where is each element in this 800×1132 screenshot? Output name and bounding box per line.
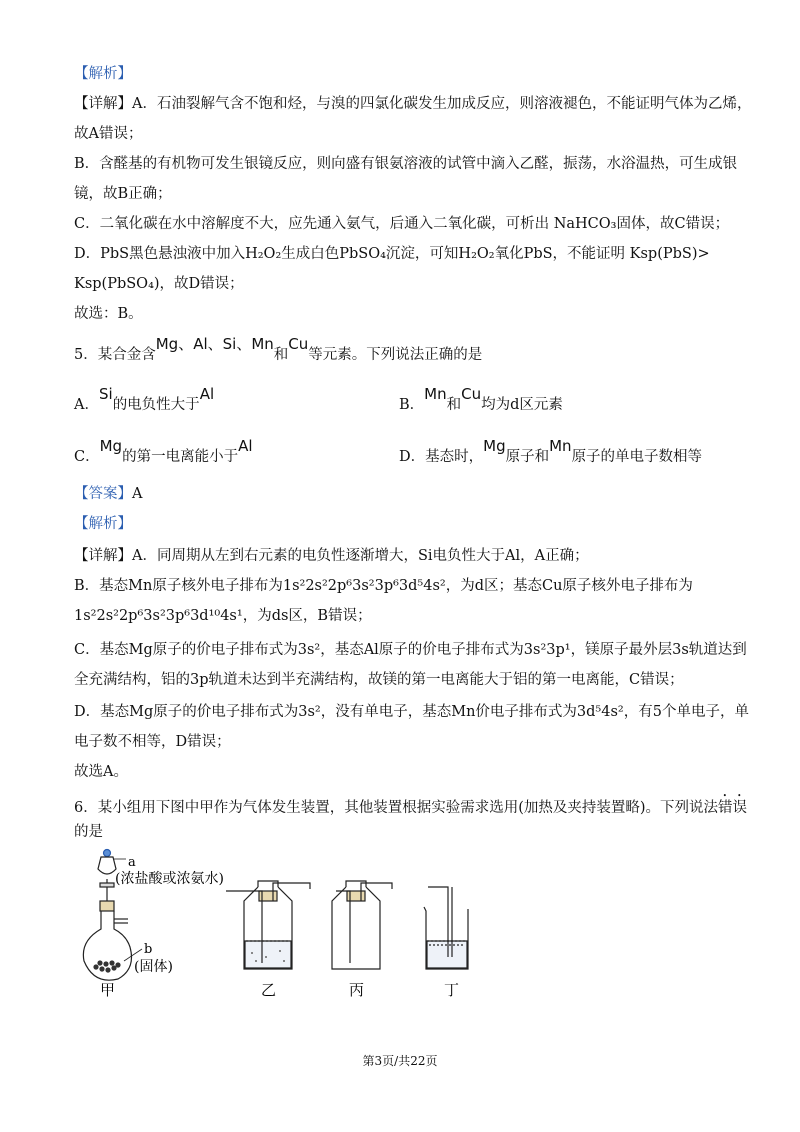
label-a-desc: (浓盐酸或浓氨水) [115,871,224,887]
answer-tag: 【答案】 [74,486,132,502]
option-text: 原子和 [505,449,550,465]
label-b: b [144,942,153,957]
q6-stem-emphasis: 错误 [718,800,748,816]
analysis-tag: 【解析】 [74,66,132,82]
option-element: Si [98,385,113,403]
q4-detail-line1 [74,94,751,114]
q5-detail-line7: 电子数不相等，D错误； [74,734,231,750]
option-label: D．基态时， [399,449,484,465]
q5-detail-line6: D．基态Mg原子的价电子排布式为3s²，没有单电子，基态Mn价电子排布式为3d⁵4s²，有5个单电子，单 [74,704,749,720]
option-label: A． [74,397,99,413]
option-element: Al [238,437,253,455]
q5-option-a [74,385,215,415]
q5-stem-prefix: 5．某合金含 [74,347,156,363]
caption-yi: 乙 [261,981,277,999]
option-element: Cu [461,385,482,403]
q4-detail-line3: B．含醛基的有机物可发生银镜反应，则向盛有银氨溶液的试管中滴入乙醛，振荡，水浴温热，可生成银 [74,156,738,172]
option-element: Mg [99,437,123,455]
q5-detail-line4: C．基态Mg原子的价电子排布式为3s²，基态Al原子的价电子排布式为3s²3p¹，镁原子最外层3s轨道达到 [74,642,747,658]
label-a: a [128,855,136,870]
q5-option-b [399,385,563,415]
q4-detail-line7: Ksp(PbSO₄)，故D错误； [74,276,244,292]
q6-stem-line2: 的是 [74,824,103,840]
apparatus-ding [424,887,468,969]
q4-detail-line2: 故A错误； [74,126,143,142]
q5-stem-elements: Mg、Al、Si、Mn [155,335,274,353]
q4-detail-line6: D．PbS黑色悬浊液中加入H₂O₂生成白色PbSO₄沉淀，可知H₂O₂氧化PbS，不能证明 Ksp(PbS)> [74,246,710,262]
q5-answer [74,484,142,504]
q5-conclusion: 故选A。 [74,764,128,780]
q5-detail-line5: 全充满结构，铝的3p轨道未达到半充满结构，故镁的第一电离能大于铝的第一电离能，C错误； [74,672,684,688]
q5-stem-and: 和 [273,347,289,363]
q5-stem-suffix: 等元素。下列说法正确的是 [308,347,483,363]
caption-bing: 丙 [349,981,365,999]
q5-stem-cu: Cu [288,335,309,353]
apparatus-bing [332,881,392,969]
q5-detail-line1 [74,546,589,566]
option-text: 和 [446,397,462,413]
option-text: 的电负性大于 [112,397,200,413]
option-element: Al [199,385,215,403]
q5-stem [74,335,483,365]
q4-text: A．石油裂解气含不饱和烃，与溴的四氯化碳发生加成反应，则溶液褪色，不能证明气体为乙烯， [132,96,752,112]
detail-tag: 【详解】 [74,96,132,112]
detail-tag: 【详解】 [74,548,132,564]
option-text: 的第一电离能小于 [122,449,239,465]
q4-detail-line4: 镜，故B正确； [74,186,172,202]
page-footer: 第3页/共22页 [362,1054,438,1068]
option-element: Mn [549,437,572,455]
apparatus-yi [226,881,310,969]
caption-ding: 丁 [444,981,460,999]
option-text: 均为d区元素 [481,397,563,413]
option-label: C． [74,449,100,465]
answer-value: A [132,486,143,502]
q5-option-d [399,437,703,467]
option-label: B． [399,397,425,413]
q5-detail-line2: B．基态Mn原子核外电子排布为1s²2s²2p⁶3s²3p⁶3d⁵4s²，为d区；基态Cu原子核外电子排布为 [74,578,693,594]
q5-text: A．同周期从左到右元素的电负性逐渐增大，Si电负性大于Al，A正确； [132,548,589,564]
apparatus-diagram [70,845,490,1005]
analysis-tag: 【解析】 [74,516,132,532]
caption-jia: 甲 [100,981,116,999]
q4-conclusion: 故选：B。 [74,306,143,322]
q5-detail-line3: 1s²2s²2p⁶3s²3p⁶3d¹⁰4s¹，为ds区，B错误； [74,608,372,624]
option-text: 原子的单电子数相等 [571,449,703,465]
q4-detail-line5: C．二氧化碳在水中溶解度不大，应先通入氨气，后通入二氧化碳，可析出 NaHCO₃固体，故C错误； [74,216,730,232]
q6-stem-line1 [74,792,747,818]
q5-option-c [74,437,253,467]
option-element: Mn [424,385,447,403]
label-b-desc: (固体) [134,959,173,975]
q6-stem-text: 6．某小组用下图中甲作为气体发生装置，其他装置根据实验需求选用(加热及夹持装置略)。下列说法 [74,800,719,816]
option-element: Mg [483,437,506,455]
